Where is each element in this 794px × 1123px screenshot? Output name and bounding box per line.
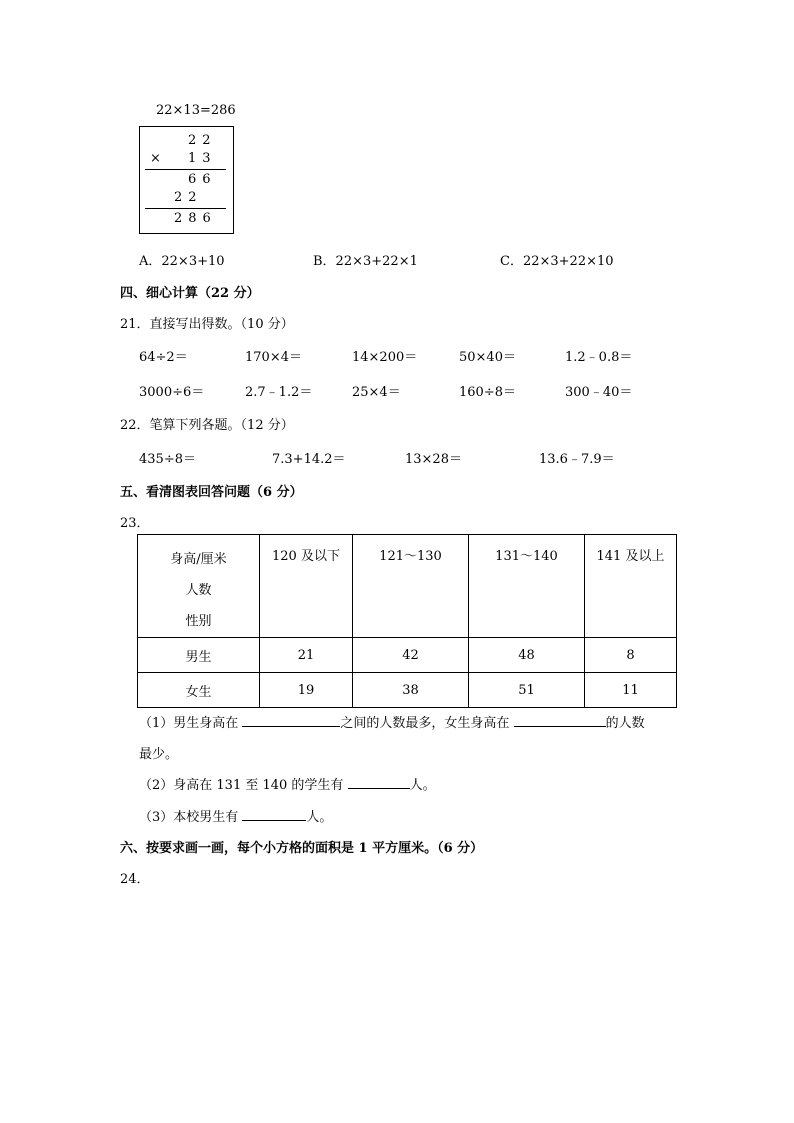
answer-blank[interactable] bbox=[242, 712, 340, 727]
vertical-row-multiplier: 13 bbox=[188, 151, 217, 166]
q21-item: 2.7﹣1.2＝ bbox=[245, 385, 313, 400]
q20-option-c: C．22×3+22×10 bbox=[500, 254, 614, 269]
answer-blank[interactable] bbox=[242, 806, 306, 821]
q21-item: 14×200＝ bbox=[352, 350, 418, 365]
row-header-girls: 女生 bbox=[138, 673, 260, 708]
q20-option-a: A．22×3+10 bbox=[139, 254, 225, 269]
q23-sub3: （3）本校男生有 人。 bbox=[139, 806, 332, 825]
column-header: 141 及以上 bbox=[585, 535, 677, 638]
table-cell: 21 bbox=[260, 638, 353, 673]
q23-sub1-continuation: 最少。 bbox=[139, 747, 179, 762]
q21-item: 64÷2＝ bbox=[139, 350, 188, 365]
vertical-partial-2: 22 bbox=[174, 190, 203, 205]
vertical-product: 286 bbox=[174, 211, 217, 226]
section5-title: 五、看清图表回答问题（6 分） bbox=[120, 485, 303, 500]
table-cell: 48 bbox=[469, 638, 585, 673]
column-header: 121～130 bbox=[353, 535, 469, 638]
table-header-row bbox=[138, 535, 677, 638]
q20-equation: 22×13=286 bbox=[156, 103, 236, 118]
vertical-rule-1 bbox=[145, 169, 226, 170]
vertical-multiplication-box bbox=[139, 126, 234, 234]
table-corner-cell bbox=[138, 535, 260, 638]
corner-height-label: 身高/厘米 bbox=[170, 552, 227, 567]
height-table bbox=[137, 534, 677, 708]
q24-label: 24． bbox=[120, 872, 150, 887]
q20-option-b: B．22×3+22×1 bbox=[313, 254, 418, 269]
q21-item: 170×4＝ bbox=[245, 350, 302, 365]
q21-label: 21．直接写出得数。（10 分） bbox=[120, 317, 294, 332]
section6-title: 六、按要求画一画，每个小方格的面积是 1 平方厘米。（6 分） bbox=[120, 841, 484, 856]
q22-label: 22．笔算下列各题。（12 分） bbox=[120, 418, 294, 433]
table-row bbox=[138, 673, 677, 708]
table-row bbox=[138, 638, 677, 673]
q22-item: 13×28＝ bbox=[405, 452, 462, 467]
table-cell: 42 bbox=[353, 638, 469, 673]
vertical-times-sign: × bbox=[150, 151, 167, 166]
q21-item: 50×40＝ bbox=[459, 350, 516, 365]
q21-item: 25×4＝ bbox=[352, 385, 401, 400]
answer-blank[interactable] bbox=[514, 712, 606, 727]
section4-title: 四、细心计算（22 分） bbox=[120, 286, 260, 301]
q21-item: 300﹣40＝ bbox=[565, 385, 633, 400]
column-header: 120 及以下 bbox=[260, 535, 353, 638]
answer-blank[interactable] bbox=[348, 774, 410, 789]
table-cell: 19 bbox=[260, 673, 353, 708]
row-header-boys: 男生 bbox=[138, 638, 260, 673]
vertical-row-multiplicand: 22 bbox=[188, 133, 217, 148]
q21-item: 160÷8＝ bbox=[459, 385, 516, 400]
q23-sub2: （2）身高在 131 至 140 的学生有 人。 bbox=[139, 774, 436, 793]
table-cell: 8 bbox=[585, 638, 677, 673]
q22-item: 7.3+14.2＝ bbox=[272, 452, 346, 467]
corner-count-label: 人数 bbox=[185, 583, 212, 598]
vertical-partial-1: 66 bbox=[188, 172, 217, 187]
table-cell: 51 bbox=[469, 673, 585, 708]
corner-gender-label: 性别 bbox=[185, 614, 212, 629]
table-cell: 11 bbox=[585, 673, 677, 708]
q22-item: 435÷8＝ bbox=[139, 452, 196, 467]
table-cell: 38 bbox=[353, 673, 469, 708]
q23-sub1: （1）男生身高在 之间的人数最多，女生身高在 的人数 bbox=[139, 712, 645, 731]
q21-item: 1.2﹣0.8＝ bbox=[565, 350, 633, 365]
q21-item: 3000÷6＝ bbox=[139, 385, 205, 400]
column-header: 131～140 bbox=[469, 535, 585, 638]
q22-item: 13.6﹣7.9＝ bbox=[539, 452, 615, 467]
vertical-rule-2 bbox=[145, 208, 226, 209]
q23-label: 23． bbox=[120, 516, 150, 531]
